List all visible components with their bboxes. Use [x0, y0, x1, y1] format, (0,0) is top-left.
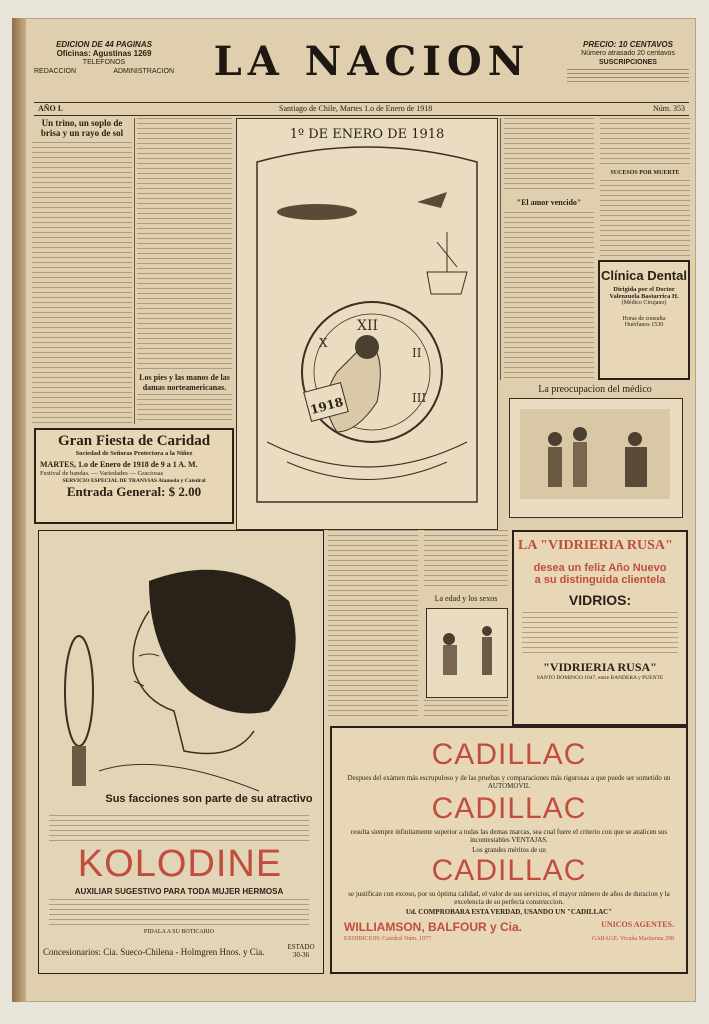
dateline-bar: [34, 102, 689, 116]
article-text-col1: [32, 142, 132, 424]
clinica-hours: Horas de consulta: [622, 316, 666, 322]
fiesta-org: Sociedad de Señoras Protectora a la Niñez: [75, 450, 193, 457]
woman-portrait-drawing: [39, 541, 323, 801]
vidrieria-name: "VIDRIERIA RUSA": [543, 660, 657, 674]
fiesta-title: Gran Fiesta de Caridad: [57, 433, 211, 449]
fiesta-entry: Entrada General: $ 2.00: [66, 484, 202, 499]
cadillac-firm: WILLIAMSON, BALFOUR y Cia.: [344, 920, 522, 934]
vidrieria-address: SANTO DOMINGO 1047, entre BANDERA y PUENTE: [536, 675, 664, 681]
cover-date: 1º DE ENERO DE 1918: [289, 127, 445, 142]
kolodine-ask: PIDALA A SU BOTICARIO: [143, 929, 215, 935]
redaccion-label: REDACCION: [34, 68, 77, 75]
cadillac-ad: [330, 726, 688, 974]
year-label: AÑO I.: [38, 104, 63, 113]
fiesta-caridad-ad: [34, 428, 234, 524]
cadillac-word-2: CADILLAC: [431, 792, 587, 825]
svg-text:III: III: [412, 391, 427, 405]
binding-spine: [12, 18, 26, 1002]
svg-text:1918: 1918: [308, 394, 345, 418]
svg-text:XII: XII: [357, 318, 379, 334]
masthead-title: LA NACION: [213, 38, 531, 85]
hand-mirror-icon: [65, 636, 93, 746]
vidrieria-rusa-ad: [512, 530, 688, 726]
article-title-pies: Los pies y las manos de las damas norteamericanas.: [139, 373, 230, 392]
cadillac-word-1: CADILLAC: [431, 738, 587, 771]
clinica-title: Clínica Dental: [601, 268, 687, 283]
newspaper-page: [12, 18, 696, 1002]
clinica-doctor: Dirigida por el Doctor Valenzuela Bastarrica H.: [609, 286, 679, 300]
masthead-right-box: [567, 40, 689, 83]
phone-label: TELEFONOS: [82, 59, 126, 66]
clock-scene-drawing: [237, 142, 497, 522]
issue-number: Núm. 353: [653, 104, 685, 113]
medico-title: La preocupacion del médico: [538, 384, 652, 395]
cadillac-text-2: resulta siempre infinitamente superior a todas las demas marcas, sea cual fuere el criterio con que se analicen sus incontestables VENTAJAS.: [350, 828, 668, 844]
office-address: Oficinas: Agustinas 1269: [56, 49, 152, 58]
zeppelin-icon: [277, 204, 357, 220]
back-issue-price: Número atrasado 20 centavos: [581, 50, 675, 57]
kolodine-estado: ESTADO 30-36: [287, 943, 315, 959]
fiesta-detail: Festival de bandas. — Variedades — Graciosas: [40, 470, 164, 477]
vidrieria-title: LA "VIDRIERIA RUSA": [518, 538, 673, 553]
administracion-label: ADMINISTRACION: [113, 68, 174, 75]
clinica-address: Huérfanos 1530: [624, 322, 664, 328]
new-year-cover-illustration: [236, 118, 498, 530]
cadillac-text-1: Despues del exámen más escrupuloso y de las pruebas y comparaciones más rigurosas a que puede ser sometido un AUTOMOVIL: [347, 774, 671, 790]
kolodine-sub: AUXILIAR SUGESTIVO PARA TODA MUJER HERMOSA: [74, 887, 284, 896]
kolodine-ad: [38, 530, 324, 974]
price-label: PRECIO: 10 CENTAVOS: [583, 40, 673, 49]
svg-text:II: II: [412, 346, 422, 360]
svg-text:X: X: [319, 336, 328, 350]
fiesta-tramways: SERVICIO ESPECIAL DE TRANVIAS Alameda y Catedral: [62, 478, 206, 484]
cadillac-text-2b: Los grandes méritos de un: [472, 846, 546, 854]
vidrieria-wish-2: a su distinguida clientela: [534, 574, 666, 586]
clinica-dental-ad: [598, 260, 690, 380]
cadillac-word-3: CADILLAC: [431, 854, 587, 887]
edad-title: La edad y los sexos: [434, 594, 498, 603]
kolodine-agents: Concesionarios: Cia. Sueco-Chilena - Holmgren Hnos. y Cia.: [43, 947, 265, 957]
cadillac-garage: GARAGE: Vicuña Mackenna 298: [591, 936, 674, 942]
date-label: Santiago de Chile, Martes 1.o de Enero de 1918: [279, 104, 433, 113]
vidrieria-wish-1: desea un feliz Año Nuevo: [533, 562, 667, 574]
masthead-left-box: [34, 40, 174, 76]
cadillac-text-4: Ud. COMPROBARA ESTA VERDAD, USANDO UN "CADILLAC": [405, 908, 613, 916]
edad-cartoon: [426, 608, 508, 698]
fiesta-when: MARTES, 1.o de Enero de 1918 de 9 a 1 A. M.: [40, 460, 198, 469]
article-title-brisa: Un trino, un soplo de brisa y un rayo de sol: [40, 118, 124, 138]
medico-cartoon: [509, 398, 683, 518]
clinica-role: (Médico Cirujano): [621, 300, 667, 306]
article-text-col2: [137, 118, 232, 370]
edition-label: EDICION DE 44 PAGINAS: [56, 40, 152, 49]
cadillac-expo: EXHIBICION: Catedral Núm. 1077: [344, 936, 431, 942]
subscriptions-label: SUSCRIPCIONES: [599, 59, 657, 66]
vidrios-heading: VIDRIOS:: [568, 592, 632, 608]
cadillac-text-3: se justifican con exceso, por su óptima calidad, el valor de sus servicios, el mayor número de años de duracion y la excelencia de su perfecta construccion.: [348, 890, 670, 906]
sucesos-heading: SUCESOS POR MUERTE: [610, 170, 680, 176]
article-title-amor: "El amor vencido": [516, 198, 582, 207]
kolodine-tagline: Sus facciones son parte de su atractivo: [105, 793, 313, 805]
cadillac-agents: UNICOS AGENTES.: [601, 920, 674, 929]
kolodine-brand: KOLODINE: [77, 843, 283, 885]
